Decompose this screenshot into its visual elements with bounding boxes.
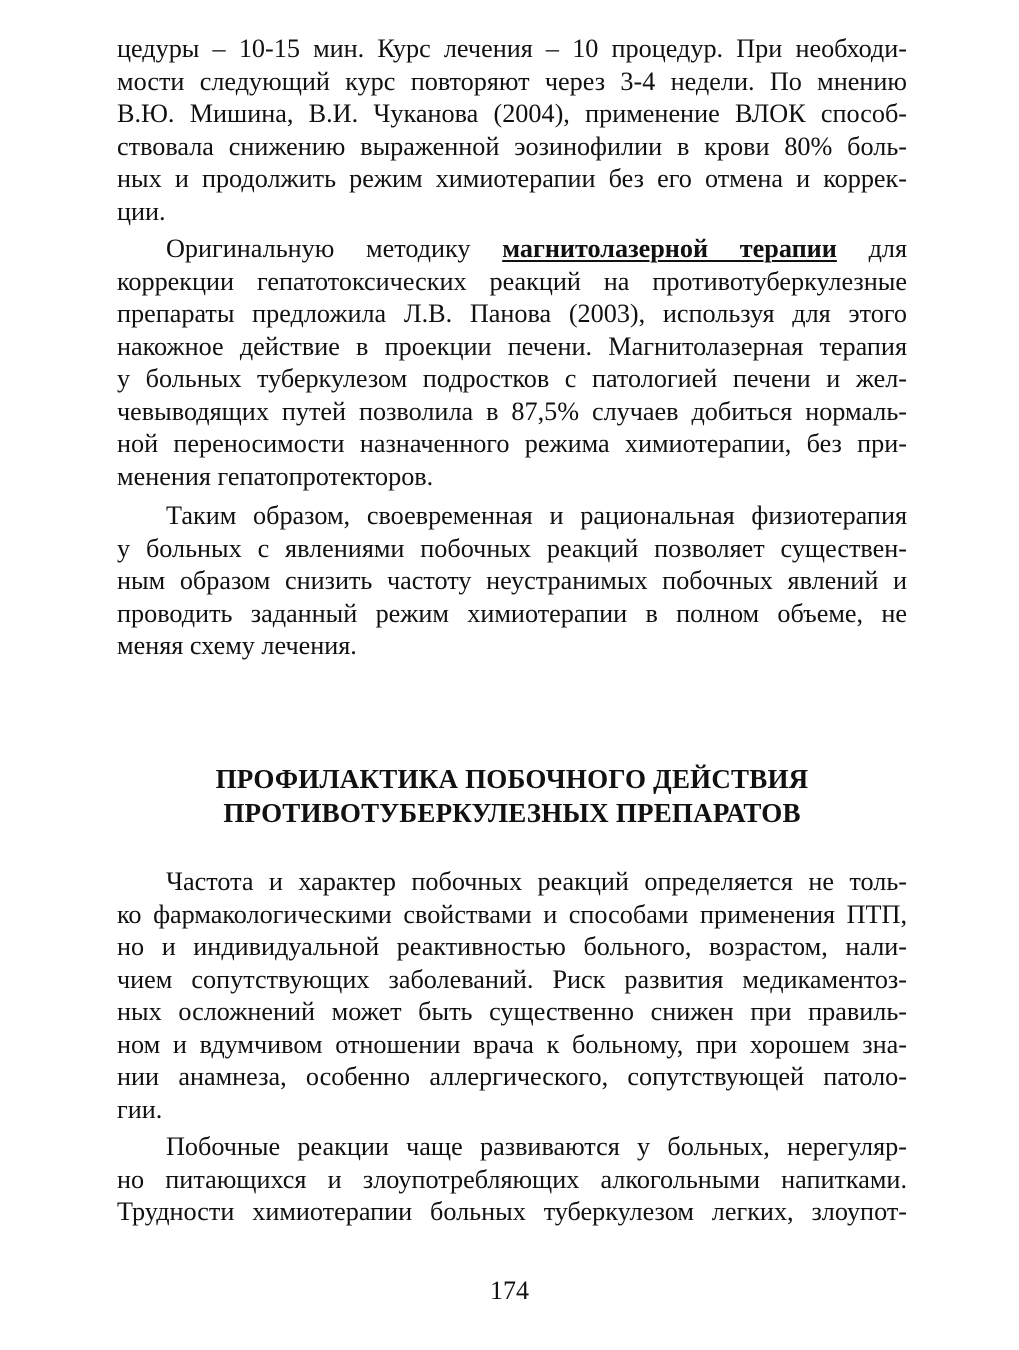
text-line: чием сопутствующих заболеваний. Риск развития медикаментоз- [117,964,907,994]
text-line: цедуры – 10-15 мин. Курс лечения – 10 процедур. При необходи- [117,34,907,63]
text-line: накожное действие в проекции печени. Магнитолазерная терапия [117,331,907,361]
text-fragment: для [836,234,908,263]
text-line: ной переносимости назначенного режима химиотерапии, без при- [117,429,907,458]
text-line: мости следующий курс повторяют через 3-4 недели. По мнению [117,66,907,96]
paragraph-vlok [117,33,907,228]
text-line: ции. [117,196,166,226]
text-line: Трудности химиотерапии больных туберкулезом легких, злоупот- [117,1197,907,1226]
heading-line: ПРОФИЛАКТИКА ПОБОЧНОГО ДЕЙСТВИЯ [215,764,809,794]
heading-line: ПРОТИВОТУБЕРКУЛЕЗНЫХ ПРЕПАРАТОВ [223,798,801,828]
text-line: Частота и характер побочных реакций определяется не толь- [166,867,907,896]
paragraph-side-effects [117,1131,907,1229]
text-line: нии анамнеза, особенно аллергического, сопутствующей патоло- [117,1062,907,1091]
text-line: гии. [117,1094,163,1124]
text-line: но и индивидуальной реактивностью больного, возрастом, нали- [117,932,907,961]
text-line: В.Ю. Мишина, В.И. Чуканова (2004), применение ВЛОК способ- [117,99,907,128]
text-line: ным образом снизить частоту неустранимых побочных явлений и [117,566,907,595]
highlighted-term: магнитолазерной терапии [502,234,837,263]
text-line: у больных туберкулезом подростков с патологией печени и жел- [117,364,907,393]
section-heading [117,762,907,830]
text-line: препараты предложила Л.В. Панова (2003), используя для этого [117,299,907,328]
text-line: ном и вдумчивом отношении врача к больному, при хорошем зна- [117,1029,907,1059]
text-line: менения гепатопротекторов. [117,461,434,491]
paragraph-magnetolaser [117,233,907,493]
text-line: коррекции гепатотоксических реакций на противотуберкулезные [117,266,907,296]
text-line: Таким образом, своевременная и рациональная физиотерапия [166,501,907,530]
text-line: Побочные реакции чаще развиваются у больных, нерегуляр- [166,1132,907,1161]
text-line: чевыводящих путей позволила в 87,5% случаев добиться нормаль- [117,396,907,426]
paragraph-frequency [117,866,907,1126]
text-line: ко фармакологическими свойствами и способами применения ПТП, [117,899,907,929]
text-fragment: Оригинальную методику [166,234,503,263]
text-line: ных осложнений может быть существенно снижен при правиль- [117,997,907,1026]
text-line: ствовала снижению выраженной эозинофилии в крови 80% боль- [117,131,907,161]
text-line: у больных с явлениями побочных реакций позволяет существен- [117,533,907,563]
text-line: меняя схему лечения. [117,631,357,660]
paragraph-conclusion [117,500,907,663]
text-line [117,233,907,266]
page-number: 174 [490,1276,529,1305]
text-line: но питающихся и злоупотребляющих алкогольными напитками. [117,1164,907,1194]
text-line: ных и продолжить режим химиотерапии без его отмена и коррек- [117,164,907,193]
text-line: проводить заданный режим химиотерапии в полном объеме, не [117,598,907,628]
